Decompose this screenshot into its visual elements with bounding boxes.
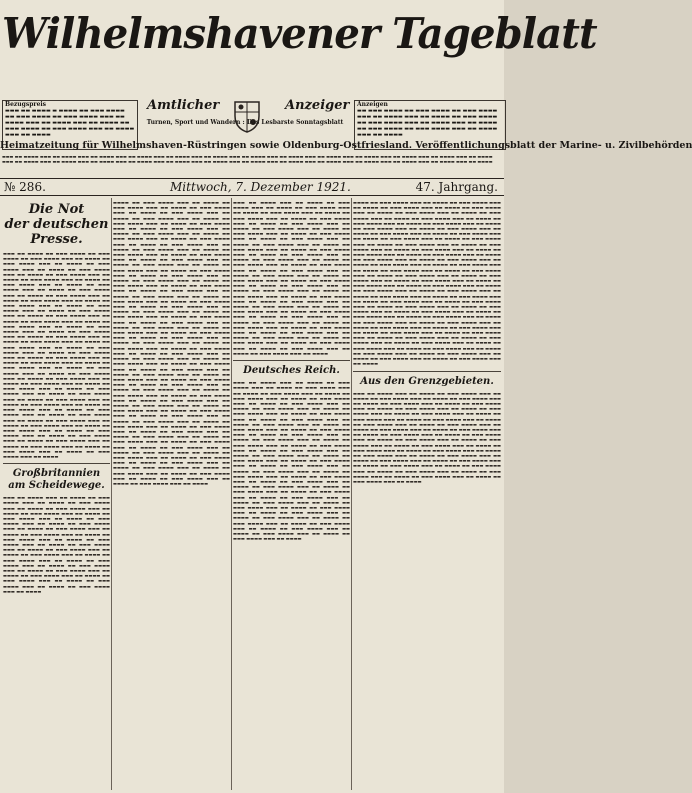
column-2 (113, 200, 230, 790)
volume-year: 47. Jahrgang. (415, 180, 498, 194)
column-4 (353, 200, 501, 790)
masthead-subtitle: Heimatzeitung für Wilhelmshaven-Rüstringen sowie Oldenburg-Ostfriesland. Veröffentlichungsblatt der Marine- u. Zivilbehörden (0, 140, 692, 151)
article-body: ▬▬▬▬ ▬▬ ▬▬▬ ▬▬▬▬ ▬▬▬ ▬▬ ▬▬▬▬ ▬▬ ▬▬▬ ▬▬▬▬ ▬▬▬ ▬▬ ▬▬▬▬ ▬▬ ▬▬▬ ▬▬▬▬ ▬▬▬ ▬▬ ▬▬▬▬ ▬▬ ▬▬▬ ▬▬▬▬ ▬▬▬ ▬▬ ▬▬▬▬ ▬▬ ▬▬▬ ▬▬▬▬ ▬▬▬ ▬▬ ▬▬▬▬ ▬▬ ▬▬▬ ▬▬▬▬ ▬▬▬ ▬▬ ▬▬▬▬ ▬▬ ▬▬▬ ▬▬▬▬ ▬▬▬ ▬▬ ▬▬▬▬ ▬▬ ▬▬▬ ▬▬▬▬ ▬▬▬ ▬▬ ▬▬▬▬ ▬▬ ▬▬▬ ▬▬▬▬ ▬▬▬ ▬▬ ▬▬▬▬ ▬▬ ▬▬▬ ▬▬▬▬ ▬▬▬ ▬▬ ▬▬▬▬ ▬▬ ▬▬▬ ▬▬▬▬ ▬▬▬ ▬▬ ▬▬▬▬ ▬▬ ▬▬▬ ▬▬▬▬ ▬▬▬ ▬▬ ▬▬▬▬ ▬▬ ▬▬▬ ▬▬▬▬ ▬▬▬ ▬▬ ▬▬▬▬ ▬▬ ▬▬▬ ▬▬▬▬ ▬▬▬ ▬▬ ▬▬▬▬ ▬▬ ▬▬▬ ▬▬▬▬ ▬▬▬ ▬▬ ▬▬▬▬ ▬▬ ▬▬▬ ▬▬▬▬ ▬▬▬ ▬▬ ▬▬▬▬ ▬▬ ▬▬▬ ▬▬▬▬ ▬▬▬ ▬▬ ▬▬▬▬ ▬▬ ▬▬▬ ▬▬▬▬ ▬▬▬ ▬▬ ▬▬▬▬ ▬▬ ▬▬▬ ▬▬▬▬ ▬▬▬ ▬▬ ▬▬▬▬ ▬▬ ▬▬▬ ▬▬▬▬ ▬▬▬ ▬▬ ▬▬▬▬ ▬▬ ▬▬▬ ▬▬▬▬ ▬▬▬ ▬▬ ▬▬▬▬ ▬▬ ▬▬▬ ▬▬▬▬ ▬▬▬ ▬▬ ▬▬▬▬ ▬▬ ▬▬▬ ▬▬▬▬ ▬▬▬ ▬▬ ▬▬▬▬ ▬▬ ▬▬▬ ▬▬▬▬ ▬▬▬ ▬▬ ▬▬▬▬ ▬▬ ▬▬▬ ▬▬▬▬ ▬▬▬ ▬▬ ▬▬▬▬ ▬▬ ▬▬▬ ▬▬▬▬ ▬▬▬ ▬▬ ▬▬▬▬ ▬▬ ▬▬▬ ▬▬▬▬ ▬▬▬ ▬▬ ▬▬▬▬ ▬▬ ▬▬▬ ▬▬▬▬ ▬▬▬ ▬▬ ▬▬▬▬ ▬▬ ▬▬▬ ▬▬▬▬ ▬▬▬ ▬▬ ▬▬▬▬ ▬▬ ▬▬▬ ▬▬▬▬ ▬▬▬ ▬▬ ▬▬▬▬ ▬▬ ▬▬▬ ▬▬▬▬ ▬▬▬ ▬▬ ▬▬▬▬ ▬▬ ▬▬▬ ▬▬▬▬ ▬▬▬ ▬▬ ▬▬▬▬ ▬▬ ▬▬▬ ▬▬▬▬ ▬▬▬ ▬▬ ▬▬▬▬ ▬▬ ▬▬▬ ▬▬▬▬ ▬▬▬ ▬▬ ▬▬▬▬ ▬▬ ▬▬▬ ▬▬▬▬ ▬▬▬ ▬▬ ▬▬▬▬ ▬▬ ▬▬▬ ▬▬▬▬ ▬▬▬ ▬▬ ▬▬▬▬ ▬▬ ▬▬▬ ▬▬▬▬ ▬▬▬ ▬▬ ▬▬▬▬ ▬▬ ▬▬▬ ▬▬▬▬ ▬▬▬ ▬▬ ▬▬▬▬ ▬▬ ▬▬▬ ▬▬▬▬ ▬▬▬ ▬▬ ▬▬▬▬ ▬▬ ▬▬▬ ▬▬▬▬ ▬▬▬ ▬▬ ▬▬▬▬ ▬▬ ▬▬▬ ▬▬▬▬ ▬▬▬ ▬▬ ▬▬▬▬ ▬▬ ▬▬▬ ▬▬▬▬ ▬▬▬ ▬▬ ▬▬▬▬ ▬▬ ▬▬▬ ▬▬▬▬ ▬▬▬ ▬▬ ▬▬▬▬ ▬▬ ▬▬▬ ▬▬▬▬ ▬▬▬ ▬▬ ▬▬▬▬ ▬▬ ▬▬▬ ▬▬▬▬ ▬▬▬ ▬▬ ▬▬▬▬ ▬▬ ▬▬▬ ▬▬▬▬ ▬▬▬ ▬▬ ▬▬▬▬ ▬▬ ▬▬▬ ▬▬▬▬ ▬▬▬ ▬▬ ▬▬▬▬ ▬▬ ▬▬▬ ▬▬▬▬ ▬▬▬ ▬▬ ▬▬▬▬ ▬▬ ▬▬▬ ▬▬▬▬ ▬▬▬ ▬▬ ▬▬▬▬ ▬▬ ▬▬▬ ▬▬▬▬ ▬▬▬ ▬▬ ▬▬▬▬ ▬▬ ▬▬▬ ▬▬▬▬ ▬▬▬ ▬▬ ▬▬▬▬ ▬▬ ▬▬▬ ▬▬▬▬ ▬▬▬ ▬▬ ▬▬▬▬ ▬▬ ▬▬▬ ▬▬▬▬ ▬▬▬ ▬▬ ▬▬▬▬ ▬▬ ▬▬▬ ▬▬▬▬ ▬▬▬ ▬▬ ▬▬▬▬ ▬▬ ▬▬▬ ▬▬▬▬ ▬▬▬ ▬▬ ▬▬▬▬ ▬▬ ▬▬▬ ▬▬▬▬ ▬▬▬ ▬▬ ▬▬▬▬ ▬▬ ▬▬▬ ▬▬▬▬ ▬▬▬ ▬▬ ▬▬▬▬ (353, 200, 501, 367)
article-headline (3, 468, 110, 492)
column-divider (231, 198, 232, 790)
column-1 (3, 200, 110, 790)
article-body: ▬▬▬▬ ▬▬ ▬▬▬ ▬▬▬▬ ▬▬▬ ▬▬ ▬▬▬▬ ▬▬ ▬▬▬ ▬▬▬▬ ▬▬▬ ▬▬ ▬▬▬▬ ▬▬ ▬▬▬ ▬▬▬▬ ▬▬▬ ▬▬ ▬▬▬▬ ▬▬ ▬▬▬ ▬▬▬▬ ▬▬▬ ▬▬ ▬▬▬▬ ▬▬ ▬▬▬ ▬▬▬▬ ▬▬▬ ▬▬ ▬▬▬▬ ▬▬ ▬▬▬ ▬▬▬▬ ▬▬▬ ▬▬ ▬▬▬▬ ▬▬ ▬▬▬ ▬▬▬▬ ▬▬▬ ▬▬ ▬▬▬▬ ▬▬ ▬▬▬ ▬▬▬▬ ▬▬▬ ▬▬ ▬▬▬▬ ▬▬ ▬▬▬ ▬▬▬▬ ▬▬▬ ▬▬ ▬▬▬▬ ▬▬ ▬▬▬ ▬▬▬▬ ▬▬▬ ▬▬ ▬▬▬▬ ▬▬ ▬▬▬ ▬▬▬▬ ▬▬▬ ▬▬ ▬▬▬▬ ▬▬ ▬▬▬ ▬▬▬▬ ▬▬▬ ▬▬ ▬▬▬▬ ▬▬ ▬▬▬ ▬▬▬▬ ▬▬▬ ▬▬ ▬▬▬▬ ▬▬ ▬▬▬ ▬▬▬▬ ▬▬▬ ▬▬ ▬▬▬▬ ▬▬ ▬▬▬ ▬▬▬▬ ▬▬▬ ▬▬ ▬▬▬▬ ▬▬ ▬▬▬ ▬▬▬▬ ▬▬▬ ▬▬ ▬▬▬▬ ▬▬ ▬▬▬ ▬▬▬▬ ▬▬▬ ▬▬ ▬▬▬▬ ▬▬ ▬▬▬ ▬▬▬▬ ▬▬▬ ▬▬ ▬▬▬▬ ▬▬ ▬▬▬ ▬▬▬▬ ▬▬▬ ▬▬ ▬▬▬▬ ▬▬ ▬▬▬ ▬▬▬▬ ▬▬▬ ▬▬ ▬▬▬▬ ▬▬ ▬▬▬ ▬▬▬▬ ▬▬▬ ▬▬ ▬▬▬▬ ▬▬ ▬▬▬ ▬▬▬▬ ▬▬▬ ▬▬ ▬▬▬▬ ▬▬ ▬▬▬ ▬▬▬▬ ▬▬▬ ▬▬ ▬▬▬▬ ▬▬ ▬▬▬ ▬▬▬▬ ▬▬▬ ▬▬ ▬▬▬▬ ▬▬ ▬▬▬ ▬▬▬▬ ▬▬▬ ▬▬ ▬▬▬▬ ▬▬ ▬▬▬ ▬▬▬▬ ▬▬▬ ▬▬ ▬▬▬▬ ▬▬ ▬▬▬ ▬▬▬▬ ▬▬▬ ▬▬ ▬▬▬▬ ▬▬ ▬▬▬ ▬▬▬▬ ▬▬▬ ▬▬ ▬▬▬▬ ▬▬ ▬▬▬ ▬▬▬▬ ▬▬▬ ▬▬ ▬▬▬▬ ▬▬ ▬▬▬ ▬▬▬▬ ▬▬▬ ▬▬ ▬▬▬▬ ▬▬ ▬▬▬ ▬▬▬▬ ▬▬▬ ▬▬ ▬▬▬▬ ▬▬ ▬▬▬ ▬▬▬▬ ▬▬▬ ▬▬ ▬▬▬▬ ▬▬ ▬▬▬ ▬▬▬▬ ▬▬▬ ▬▬ ▬▬▬▬ ▬▬ ▬▬▬ ▬▬▬▬ ▬▬▬ ▬▬ ▬▬▬▬ ▬▬ ▬▬▬ ▬▬▬▬ ▬▬▬ ▬▬ ▬▬▬▬ ▬▬ ▬▬▬ ▬▬▬▬ ▬▬▬ ▬▬ ▬▬▬▬ ▬▬ ▬▬▬ ▬▬▬▬ ▬▬▬ ▬▬ ▬▬▬▬ ▬▬ ▬▬▬ ▬▬▬▬ ▬▬▬ ▬▬ ▬▬▬▬ ▬▬ ▬▬▬ ▬▬▬▬ ▬▬▬ ▬▬ ▬▬▬▬ ▬▬ ▬▬▬ ▬▬▬▬ ▬▬▬ ▬▬ ▬▬▬▬ ▬▬ ▬▬▬ ▬▬▬▬ ▬▬▬ ▬▬ ▬▬▬▬ ▬▬ ▬▬▬ ▬▬▬▬ ▬▬▬ ▬▬ ▬▬▬▬ ▬▬ ▬▬▬ ▬▬▬▬ ▬▬▬ ▬▬ ▬▬▬▬ ▬▬ ▬▬▬ ▬▬▬▬ ▬▬▬ ▬▬ ▬▬▬▬ ▬▬ ▬▬▬ ▬▬▬▬ ▬▬▬ ▬▬ ▬▬▬▬ ▬▬ ▬▬▬ ▬▬▬▬ ▬▬▬ ▬▬ ▬▬▬▬ ▬▬ ▬▬▬ ▬▬▬▬ ▬▬▬ ▬▬ ▬▬▬▬ ▬▬ ▬▬▬ ▬▬▬▬ ▬▬▬ ▬▬ ▬▬▬▬ ▬▬ ▬▬▬ ▬▬▬▬ ▬▬▬ ▬▬ ▬▬▬▬ ▬▬ ▬▬▬ ▬▬▬▬ ▬▬▬ ▬▬ ▬▬▬▬ ▬▬ ▬▬▬ ▬▬▬▬ ▬▬▬ ▬▬ ▬▬▬▬ ▬▬ ▬▬▬ ▬▬▬▬ ▬▬▬ ▬▬ ▬▬▬▬ ▬▬ ▬▬▬ ▬▬▬▬ ▬▬▬ ▬▬ ▬▬▬▬ ▬▬ ▬▬▬ ▬▬▬▬ ▬▬▬ ▬▬ ▬▬▬▬ ▬▬ ▬▬▬ ▬▬▬▬ ▬▬▬ ▬▬ ▬▬▬▬ ▬▬ ▬▬▬ ▬▬▬▬ ▬▬▬ ▬▬ ▬▬▬▬ ▬▬ ▬▬▬ ▬▬▬▬ ▬▬▬ ▬▬ ▬▬▬▬ ▬▬ ▬▬▬ ▬▬▬▬ ▬▬▬ ▬▬ ▬▬▬▬ ▬▬ ▬▬▬ ▬▬▬▬ ▬▬▬ ▬▬ ▬▬▬▬ ▬▬ ▬▬▬ ▬▬▬▬ ▬▬▬ ▬▬ ▬▬▬▬ ▬▬ ▬▬▬ ▬▬▬▬ ▬▬▬ ▬▬ ▬▬▬▬ ▬▬ ▬▬▬ ▬▬▬▬ ▬▬▬ ▬▬ ▬▬▬▬ ▬▬ ▬▬▬ ▬▬▬▬ ▬▬▬ ▬▬ ▬▬▬▬ ▬▬ ▬▬▬ ▬▬▬▬ ▬▬▬ ▬▬ ▬▬▬▬ ▬▬ ▬▬▬ ▬▬▬▬ ▬▬▬ ▬▬ ▬▬▬▬ ▬▬ ▬▬▬ ▬▬▬▬ ▬▬▬ ▬▬ ▬▬▬▬ ▬▬ ▬▬▬ ▬▬▬▬ ▬▬▬ ▬▬ ▬▬▬▬ ▬▬ ▬▬▬ ▬▬▬▬ ▬▬▬ ▬▬ ▬▬▬▬ ▬▬ ▬▬▬ ▬▬▬▬ ▬▬▬ ▬▬ ▬▬▬▬ ▬▬ ▬▬▬ ▬▬▬▬ ▬▬▬ ▬▬ ▬▬▬▬ ▬▬ ▬▬▬ ▬▬▬▬ ▬▬▬ ▬▬ ▬▬▬▬ ▬▬ ▬▬▬ ▬▬▬▬ ▬▬▬ ▬▬ ▬▬▬▬ ▬▬ ▬▬▬ ▬▬▬▬ ▬▬▬ ▬▬ ▬▬▬▬ (113, 200, 230, 486)
headline-line: am Scheidewege. (8, 480, 105, 492)
newspaper-title: Wilhelmshavener Tageblatt (2, 9, 597, 58)
advertising-rates-box: Anzeigen ▬▬ ▬▬▬ ▬▬▬▬ ▬▬ ▬▬▬ ▬▬▬▬ ▬▬ ▬▬▬ ▬▬▬▬ ▬▬▬ ▬▬ ▬▬▬▬ ▬▬▬ ▬▬ ▬▬▬▬ ▬▬ ▬▬▬ ▬▬▬▬ ▬▬ ▬▬▬ ▬▬▬▬ ▬▬▬ ▬▬ ▬▬▬▬ ▬▬▬ ▬▬ ▬▬▬▬ ▬▬ ▬▬▬ ▬▬▬▬ ▬▬ ▬▬▬ ▬▬▬▬ ▬▬▬ ▬▬ ▬▬▬▬ ▬▬▬ ▬▬ ▬▬▬▬ (354, 100, 506, 150)
masthead-fineprint: ▬▬▬ ▬▬ ▬▬▬▬ ▬▬▬ ▬▬ ▬▬▬▬ ▬▬▬ ▬▬ ▬▬▬▬ ▬▬▬ ▬▬ ▬▬▬▬ ▬▬▬ ▬▬ ▬▬▬▬ ▬▬▬ ▬▬ ▬▬▬▬ ▬▬▬ ▬▬ ▬▬▬▬ ▬▬▬ ▬▬ ▬▬▬▬ ▬▬▬ ▬▬ ▬▬▬▬ ▬▬▬ ▬▬ ▬▬▬▬ ▬▬▬ ▬▬ ▬▬▬▬ ▬▬▬ ▬▬ ▬▬▬▬ ▬▬▬ ▬▬ ▬▬▬▬ ▬▬▬ ▬▬ ▬▬▬▬ ▬▬▬ ▬▬ ▬▬▬▬ ▬▬▬ ▬▬ ▬▬▬▬ ▬▬▬ ▬▬ ▬▬▬▬ ▬▬▬ ▬▬ ▬▬▬▬ ▬▬▬ ▬▬ ▬▬▬▬ ▬▬▬ ▬▬ ▬▬▬▬ ▬▬▬ ▬▬ ▬▬▬▬ ▬▬▬ ▬▬ ▬▬▬▬ ▬▬▬ ▬▬ ▬▬▬▬ ▬▬▬ ▬▬ ▬▬▬▬ ▬▬▬ ▬▬ ▬▬▬▬ ▬▬▬ ▬▬ ▬▬▬▬ (2, 154, 493, 164)
article-body: ▬▬▬ ▬▬ ▬▬▬▬ ▬▬▬ ▬▬ ▬▬▬▬ ▬▬ ▬▬▬ ▬▬▬▬ ▬▬▬ ▬▬ ▬▬▬▬ ▬▬ ▬▬▬ ▬▬▬▬ ▬▬▬ ▬▬ ▬▬▬▬ ▬▬ ▬▬▬ ▬▬▬▬ ▬▬▬ ▬▬ ▬▬▬▬ ▬▬ ▬▬▬ ▬▬▬▬ ▬▬▬ ▬▬ ▬▬▬▬ ▬▬ ▬▬▬ ▬▬▬▬ ▬▬▬ ▬▬ ▬▬▬▬ ▬▬ ▬▬▬ ▬▬▬▬ ▬▬▬ ▬▬ ▬▬▬▬ ▬▬ ▬▬▬ ▬▬▬▬ ▬▬▬ ▬▬ ▬▬▬▬ ▬▬ ▬▬▬ ▬▬▬▬ ▬▬▬ ▬▬ ▬▬▬▬ ▬▬ ▬▬▬ ▬▬▬▬ ▬▬▬ ▬▬ ▬▬▬▬ ▬▬ ▬▬▬ ▬▬▬▬ ▬▬▬ ▬▬ ▬▬▬▬ ▬▬ ▬▬▬ ▬▬▬▬ ▬▬▬ ▬▬ ▬▬▬▬ ▬▬ ▬▬▬ ▬▬▬▬ ▬▬▬ ▬▬ ▬▬▬▬ ▬▬ ▬▬▬ ▬▬▬▬ ▬▬▬ ▬▬ ▬▬▬▬ ▬▬ ▬▬▬ ▬▬▬▬ ▬▬▬ ▬▬ ▬▬▬▬ ▬▬ ▬▬▬ ▬▬▬▬ ▬▬▬ ▬▬ ▬▬▬▬ ▬▬ ▬▬▬ ▬▬▬▬ ▬▬▬ ▬▬ ▬▬▬▬ ▬▬ ▬▬▬ ▬▬▬▬ ▬▬▬ ▬▬ ▬▬▬▬ ▬▬ ▬▬▬ ▬▬▬▬ ▬▬▬ ▬▬ ▬▬▬▬ ▬▬ ▬▬▬ ▬▬▬▬ ▬▬▬ ▬▬ ▬▬▬▬ ▬▬ ▬▬▬ ▬▬▬▬ ▬▬▬ ▬▬ ▬▬▬▬ ▬▬ ▬▬▬ ▬▬▬▬ ▬▬▬ ▬▬ ▬▬▬▬ ▬▬ ▬▬▬ ▬▬▬▬ ▬▬▬ ▬▬ ▬▬▬▬ ▬▬ ▬▬▬ ▬▬▬▬ ▬▬▬ ▬▬ ▬▬▬▬ ▬▬ ▬▬▬ ▬▬▬▬ ▬▬▬ ▬▬ ▬▬▬▬ ▬▬ ▬▬▬ ▬▬▬▬ ▬▬▬ ▬▬ ▬▬▬▬ ▬▬ ▬▬▬ ▬▬▬▬ ▬▬▬ ▬▬ ▬▬▬▬ ▬▬ ▬▬▬ ▬▬▬▬ ▬▬▬ ▬▬ ▬▬▬▬ ▬▬ ▬▬▬ ▬▬▬▬ ▬▬▬ ▬▬ ▬▬▬▬ ▬▬ ▬▬▬ ▬▬▬▬ ▬▬▬ ▬▬ ▬▬▬▬ ▬▬ ▬▬▬ ▬▬▬▬ ▬▬▬ ▬▬ ▬▬▬▬ ▬▬ ▬▬▬ ▬▬▬▬ ▬▬▬ ▬▬ ▬▬▬▬ (353, 390, 501, 484)
masthead-motto: Turnen, Sport und Wandern : Das Lesbarste Sonntagsblatt (146, 119, 344, 126)
coat-of-arms-icon (229, 98, 265, 134)
headline-line: Die Not (28, 202, 85, 217)
article-body: ▬▬▬ ▬▬ ▬▬▬▬ ▬▬ ▬▬▬ ▬▬▬▬ ▬▬ ▬▬▬ ▬▬▬▬ ▬▬ ▬▬▬ ▬▬▬▬ ▬▬▬ ▬▬ ▬▬▬▬ ▬▬ ▬▬▬ ▬▬▬▬ ▬▬▬ ▬▬ ▬▬▬▬ ▬▬ ▬▬▬ ▬▬▬▬ ▬▬▬ ▬▬ ▬▬▬▬ ▬▬ ▬▬▬ ▬▬▬▬ ▬▬▬ ▬▬ ▬▬▬▬ ▬▬ ▬▬▬ ▬▬▬▬ ▬▬▬ ▬▬ ▬▬▬▬ ▬▬ ▬▬▬ ▬▬▬▬ ▬▬▬ ▬▬ ▬▬▬▬ ▬▬ ▬▬▬ ▬▬▬▬ ▬▬▬ ▬▬ ▬▬▬▬ ▬▬ ▬▬▬ ▬▬▬▬ ▬▬▬ ▬▬ ▬▬▬▬ ▬▬ ▬▬▬ ▬▬▬▬ ▬▬▬ ▬▬ ▬▬▬▬ ▬▬ ▬▬▬ ▬▬▬▬ ▬▬▬ ▬▬ ▬▬▬▬ ▬▬ ▬▬▬ ▬▬▬▬ ▬▬▬ ▬▬ ▬▬▬▬ ▬▬ ▬▬▬ ▬▬▬▬ ▬▬▬ ▬▬ ▬▬▬▬ ▬▬ ▬▬▬ ▬▬▬▬ ▬▬▬ ▬▬ ▬▬▬▬ ▬▬ ▬▬▬ ▬▬▬▬ ▬▬▬ ▬▬ ▬▬▬▬ ▬▬ ▬▬▬ ▬▬▬▬ ▬▬▬ ▬▬ ▬▬▬▬ ▬▬ ▬▬▬ ▬▬▬▬ ▬▬▬ ▬▬ ▬▬▬▬ ▬▬ ▬▬▬ ▬▬▬▬ ▬▬▬ ▬▬ ▬▬▬▬ ▬▬ ▬▬▬ ▬▬▬▬ ▬▬▬ ▬▬ ▬▬▬▬ ▬▬ ▬▬▬ ▬▬▬▬ ▬▬▬ ▬▬ ▬▬▬▬ ▬▬ ▬▬▬ ▬▬▬▬ ▬▬▬ ▬▬ ▬▬▬▬ ▬▬ ▬▬▬ ▬▬▬▬ ▬▬▬ ▬▬ ▬▬▬▬ ▬▬ ▬▬▬ ▬▬▬▬ ▬▬▬ ▬▬ ▬▬▬▬ ▬▬ ▬▬▬ ▬▬▬▬ ▬▬▬ ▬▬ ▬▬▬▬ ▬▬ ▬▬▬ ▬▬▬▬ ▬▬▬ ▬▬ ▬▬▬▬ ▬▬ ▬▬▬ ▬▬▬▬ ▬▬▬ ▬▬ ▬▬▬▬ ▬▬ ▬▬▬ ▬▬▬▬ ▬▬▬ ▬▬ ▬▬▬▬ ▬▬ ▬▬▬ ▬▬▬▬ ▬▬▬ ▬▬ ▬▬▬▬ ▬▬ ▬▬▬ ▬▬▬▬ ▬▬▬ ▬▬ ▬▬▬▬ ▬▬ ▬▬▬ ▬▬▬▬ ▬▬▬ ▬▬ ▬▬▬▬ ▬▬ ▬▬▬ ▬▬▬▬ ▬▬▬ ▬▬ ▬▬▬▬ ▬▬ ▬▬▬ ▬▬▬▬ ▬▬▬ ▬▬ ▬▬▬▬ ▬▬ ▬▬▬ ▬▬▬▬ ▬▬▬ ▬▬ ▬▬▬▬ ▬▬ ▬▬▬ ▬▬▬▬ ▬▬▬ ▬▬ ▬▬▬▬ ▬▬ ▬▬▬ ▬▬▬▬ ▬▬▬ ▬▬ ▬▬▬▬ ▬▬ ▬▬▬ ▬▬▬▬ ▬▬▬ ▬▬ ▬▬▬▬ ▬▬ ▬▬▬ ▬▬▬▬ ▬▬▬ ▬▬ ▬▬▬▬ ▬▬ ▬▬▬ ▬▬▬▬ ▬▬▬ ▬▬ ▬▬▬▬ ▬▬ ▬▬▬ ▬▬▬▬ ▬▬▬ ▬▬ ▬▬▬▬ ▬▬ ▬▬▬ ▬▬▬▬ ▬▬▬ ▬▬ ▬▬▬▬ ▬▬ ▬▬▬ ▬▬▬▬ ▬▬▬ ▬▬ ▬▬▬▬ ▬▬ ▬▬▬ ▬▬▬▬ ▬▬▬ ▬▬ ▬▬▬▬ ▬▬ ▬▬▬ ▬▬▬▬ ▬▬▬ ▬▬ ▬▬▬▬ ▬▬ ▬▬▬ ▬▬▬▬ ▬▬▬ ▬▬ ▬▬▬▬ ▬▬ ▬▬▬ ▬▬▬▬ ▬▬▬ ▬▬ ▬▬▬▬ ▬▬ ▬▬▬ ▬▬▬▬ ▬▬▬ ▬▬ ▬▬▬▬ ▬▬ ▬▬▬ ▬▬▬▬ ▬▬▬ ▬▬ ▬▬▬▬ ▬▬ ▬▬▬ ▬▬▬▬ ▬▬▬ ▬▬ ▬▬▬▬ ▬▬ ▬▬▬ ▬▬▬▬ ▬▬▬ ▬▬ ▬▬▬▬ (3, 251, 110, 459)
section-rule (3, 463, 110, 464)
subscription-price-box: Bezugspreis ▬▬▬ ▬▬ ▬▬▬▬ ▬ ▬▬▬▬ ▬▬ ▬▬▬ ▬▬▬▬ ▬▬ ▬▬▬ ▬▬▬▬ ▬▬ ▬▬▬ ▬▬▬▬ ▬▬▬ ▬▬ ▬▬▬▬ ▬▬▬ ▬▬ ▬▬▬▬ ▬▬▬ ▬▬ ▬▬▬▬ ▬▬ ▬▬▬ ▬▬▬▬ ▬▬ ▬▬▬ ▬▬▬▬ ▬▬▬ ▬▬ ▬▬▬▬ ▬▬▬ ▬▬ ▬▬▬▬ (2, 100, 138, 150)
official-label: Amtlicher (147, 98, 220, 113)
column-divider (111, 198, 112, 790)
subscription-price-title: Bezugspreis (5, 101, 47, 108)
gazette-label: Anzeiger (285, 98, 350, 113)
article-body: ▬▬▬ ▬▬ ▬▬▬▬ ▬▬▬ ▬▬ ▬▬▬▬ ▬▬ ▬▬▬ ▬▬▬▬ ▬▬▬ ▬▬ ▬▬▬▬ ▬▬ ▬▬▬ ▬▬▬▬ ▬▬▬ ▬▬ ▬▬▬▬ ▬▬ ▬▬▬ ▬▬▬▬ ▬▬▬ ▬▬ ▬▬▬▬ ▬▬ ▬▬▬ ▬▬▬▬ ▬▬▬ ▬▬ ▬▬▬▬ ▬▬ ▬▬▬ ▬▬▬▬ ▬▬▬ ▬▬ ▬▬▬▬ ▬▬ ▬▬▬ ▬▬▬▬ ▬▬▬ ▬▬ ▬▬▬▬ ▬▬ ▬▬▬ ▬▬▬▬ ▬▬▬ ▬▬ ▬▬▬▬ ▬▬ ▬▬▬ ▬▬▬▬ ▬▬▬ ▬▬ ▬▬▬▬ ▬▬ ▬▬▬ ▬▬▬▬ ▬▬▬ ▬▬ ▬▬▬▬ ▬▬ ▬▬▬ ▬▬▬▬ ▬▬▬ ▬▬ ▬▬▬▬ ▬▬ ▬▬▬ ▬▬▬▬ ▬▬▬ ▬▬ ▬▬▬▬ ▬▬ ▬▬▬ ▬▬▬▬ ▬▬▬ ▬▬ ▬▬▬▬ ▬▬ ▬▬▬ ▬▬▬▬ ▬▬▬ ▬▬ ▬▬▬▬ ▬▬ ▬▬▬ ▬▬▬▬ ▬▬▬ ▬▬ ▬▬▬▬ ▬▬ ▬▬▬ ▬▬▬▬ ▬▬▬ ▬▬ ▬▬▬▬ ▬▬ ▬▬▬ ▬▬▬▬ ▬▬▬ ▬▬ ▬▬▬▬ ▬▬ ▬▬▬ ▬▬▬▬ ▬▬▬ ▬▬ ▬▬▬▬ ▬▬ ▬▬▬ ▬▬▬▬ ▬▬▬ ▬▬ ▬▬▬▬ ▬▬ ▬▬▬ ▬▬▬▬ ▬▬▬ ▬▬ ▬▬▬▬ ▬▬ ▬▬▬ ▬▬▬▬ ▬▬▬ ▬▬ ▬▬▬▬ ▬▬ ▬▬▬ ▬▬▬▬ ▬▬▬ ▬▬ ▬▬▬▬ ▬▬ ▬▬▬ ▬▬▬▬ ▬▬▬ ▬▬ ▬▬▬▬ ▬▬ ▬▬▬ ▬▬▬▬ ▬▬▬ ▬▬ ▬▬▬▬ ▬▬ ▬▬▬ ▬▬▬▬ ▬▬▬ ▬▬ ▬▬▬▬ ▬▬ ▬▬▬ ▬▬▬▬ ▬▬▬ ▬▬ ▬▬▬▬ ▬▬ ▬▬▬ ▬▬▬▬ ▬▬▬ ▬▬ ▬▬▬▬ ▬▬ ▬▬▬ ▬▬▬▬ ▬▬▬ ▬▬ ▬▬▬▬ ▬▬ ▬▬▬ ▬▬▬▬ ▬▬▬ ▬▬ ▬▬▬▬ ▬▬ ▬▬▬ ▬▬▬▬ ▬▬▬ ▬▬ ▬▬▬▬ ▬▬ ▬▬▬ ▬▬▬▬ ▬▬▬ ▬▬ ▬▬▬▬ ▬▬ ▬▬▬ ▬▬▬▬ ▬▬▬ ▬▬ ▬▬▬▬ ▬▬ ▬▬▬ ▬▬▬▬ ▬▬▬ ▬▬ ▬▬▬▬ ▬▬ ▬▬▬ ▬▬▬▬ ▬▬▬ ▬▬ ▬▬▬▬ ▬▬ ▬▬▬ ▬▬▬▬ ▬▬▬ ▬▬ ▬▬▬▬ ▬▬ ▬▬▬ ▬▬▬▬ ▬▬▬ ▬▬ ▬▬▬▬ ▬▬ ▬▬▬ ▬▬▬▬ ▬▬▬ ▬▬ ▬▬▬▬ ▬▬ ▬▬▬ ▬▬▬▬ ▬▬▬ ▬▬ ▬▬▬▬ ▬▬ ▬▬▬ ▬▬▬▬ ▬▬▬ ▬▬ ▬▬▬▬ ▬▬ ▬▬▬ ▬▬▬▬ ▬▬▬ ▬▬ ▬▬▬▬ ▬▬ ▬▬▬ ▬▬▬▬ ▬▬▬ ▬▬ ▬▬▬▬ (233, 380, 350, 542)
headline-line: Großbritannien (12, 468, 101, 480)
advertising-rates-title: Anzeigen (357, 101, 388, 108)
headline-line: der deutschen Presse. (4, 217, 109, 247)
section-rule (233, 360, 350, 361)
column-divider (351, 198, 352, 790)
article-headline (3, 202, 110, 247)
issue-number: № 286. (4, 180, 46, 194)
article-headline: Deutsches Reich. (243, 365, 340, 377)
column-3 (233, 200, 350, 790)
article-body: ▬▬▬ ▬▬ ▬▬▬▬ ▬▬▬ ▬▬ ▬▬▬▬ ▬▬ ▬▬▬ ▬▬▬▬ ▬▬▬ ▬▬ ▬▬▬▬ ▬▬ ▬▬▬ ▬▬▬▬ ▬▬▬ ▬▬ ▬▬▬▬ ▬▬ ▬▬▬ ▬▬▬▬ ▬▬▬ ▬▬ ▬▬▬▬ ▬▬ ▬▬▬ ▬▬▬▬ ▬▬▬ ▬▬ ▬▬▬▬ ▬▬ ▬▬▬ ▬▬▬▬ ▬▬▬ ▬▬ ▬▬▬▬ ▬▬ ▬▬▬ ▬▬▬▬ ▬▬▬ ▬▬ ▬▬▬▬ ▬▬ ▬▬▬ ▬▬▬▬ ▬▬▬ ▬▬ ▬▬▬▬ ▬▬ ▬▬▬ ▬▬▬▬ ▬▬▬ ▬▬ ▬▬▬▬ ▬▬ ▬▬▬ ▬▬▬▬ ▬▬▬ ▬▬ ▬▬▬▬ ▬▬ ▬▬▬ ▬▬▬▬ ▬▬▬ ▬▬ ▬▬▬▬ ▬▬ ▬▬▬ ▬▬▬▬ ▬▬▬ ▬▬ ▬▬▬▬ ▬▬ ▬▬▬ ▬▬▬▬ ▬▬▬ ▬▬ ▬▬▬▬ ▬▬ ▬▬▬ ▬▬▬▬ ▬▬▬ ▬▬ ▬▬▬▬ ▬▬ ▬▬▬ ▬▬▬▬ ▬▬▬ ▬▬ ▬▬▬▬ ▬▬ ▬▬▬ ▬▬▬▬ ▬▬▬ ▬▬ ▬▬▬▬ ▬▬ ▬▬▬ ▬▬▬▬ ▬▬▬ ▬▬ ▬▬▬▬ ▬▬ ▬▬▬ ▬▬▬▬ ▬▬▬ ▬▬ ▬▬▬▬ ▬▬ ▬▬▬ ▬▬▬▬ ▬▬▬ ▬▬ ▬▬▬▬ ▬▬ ▬▬▬ ▬▬▬▬ ▬▬▬ ▬▬ ▬▬▬▬ ▬▬ ▬▬▬ ▬▬▬▬ ▬▬▬ ▬▬ ▬▬▬▬ ▬▬ ▬▬▬ ▬▬▬▬ ▬▬▬ ▬▬ ▬▬▬▬ ▬▬ ▬▬▬ ▬▬▬▬ ▬▬▬ ▬▬ ▬▬▬▬ ▬▬ ▬▬▬ ▬▬▬▬ ▬▬▬ ▬▬ ▬▬▬▬ ▬▬ ▬▬▬ ▬▬▬▬ ▬▬▬ ▬▬ ▬▬▬▬ ▬▬ ▬▬▬ ▬▬▬▬ ▬▬▬ ▬▬ ▬▬▬▬ ▬▬ ▬▬▬ ▬▬▬▬ ▬▬▬ ▬▬ ▬▬▬▬ ▬▬ ▬▬▬ ▬▬▬▬ ▬▬▬ ▬▬ ▬▬▬▬ ▬▬ ▬▬▬ ▬▬▬▬ ▬▬▬ ▬▬ ▬▬▬▬ ▬▬ ▬▬▬ ▬▬▬▬ ▬▬▬ ▬▬ ▬▬▬▬ ▬▬ ▬▬▬ ▬▬▬▬ ▬▬▬ ▬▬ ▬▬▬▬ ▬▬ ▬▬▬ ▬▬▬▬ ▬▬▬ ▬▬ ▬▬▬▬ ▬▬ ▬▬▬ ▬▬▬▬ ▬▬▬ ▬▬ ▬▬▬▬ ▬▬ ▬▬▬ ▬▬▬▬ ▬▬▬ ▬▬ ▬▬▬▬ ▬▬ ▬▬▬ ▬▬▬▬ ▬▬▬ ▬▬ ▬▬▬▬ ▬▬ ▬▬▬ ▬▬▬▬ ▬▬▬ ▬▬ ▬▬▬▬ ▬▬ ▬▬▬ ▬▬▬▬ ▬▬▬ ▬▬ ▬▬▬▬ ▬▬ ▬▬▬ ▬▬▬▬ ▬▬▬ ▬▬ ▬▬▬▬ ▬▬ ▬▬▬ ▬▬▬▬ ▬▬▬ ▬▬ ▬▬▬▬ ▬▬ ▬▬▬ ▬▬▬▬ ▬▬▬ ▬▬ ▬▬▬▬ (233, 200, 350, 356)
section-rule (353, 371, 501, 372)
dateline (0, 178, 504, 196)
article-body: ▬▬▬ ▬▬ ▬▬▬▬ ▬▬▬ ▬▬ ▬▬▬▬ ▬▬ ▬▬▬ ▬▬▬▬ ▬▬▬ ▬▬ ▬▬▬▬ ▬▬ ▬▬▬ ▬▬▬▬ ▬▬▬ ▬▬ ▬▬▬▬ ▬▬ ▬▬▬ ▬▬▬▬ ▬▬▬ ▬▬ ▬▬▬▬ ▬▬ ▬▬▬ ▬▬▬▬ ▬▬▬ ▬▬ ▬▬▬▬ ▬▬ ▬▬▬ ▬▬▬▬ ▬▬▬ ▬▬ ▬▬▬▬ ▬▬ ▬▬▬ ▬▬▬▬ ▬▬▬ ▬▬ ▬▬▬▬ ▬▬ ▬▬▬ ▬▬▬▬ ▬▬▬ ▬▬ ▬▬▬▬ ▬▬ ▬▬▬ ▬▬▬▬ ▬▬▬ ▬▬ ▬▬▬▬ ▬▬ ▬▬▬ ▬▬▬▬ ▬▬▬ ▬▬ ▬▬▬▬ ▬▬ ▬▬▬ ▬▬▬▬ ▬▬▬ ▬▬ ▬▬▬▬ ▬▬ ▬▬▬ ▬▬▬▬ ▬▬▬ ▬▬ ▬▬▬▬ ▬▬ ▬▬▬ ▬▬▬▬ ▬▬▬ ▬▬ ▬▬▬▬ ▬▬ ▬▬▬ ▬▬▬▬ ▬▬▬ ▬▬ ▬▬▬▬ ▬▬ ▬▬▬ ▬▬▬▬ ▬▬▬ ▬▬ ▬▬▬▬ ▬▬ ▬▬▬ ▬▬▬▬ ▬▬▬ ▬▬ ▬▬▬▬ ▬▬ ▬▬▬ ▬▬▬▬ ▬▬▬ ▬▬ ▬▬▬▬ ▬▬ ▬▬▬ ▬▬▬▬ ▬▬▬ ▬▬ ▬▬▬▬ ▬▬ ▬▬▬ ▬▬▬▬ ▬▬▬ ▬▬ ▬▬▬▬ ▬▬ ▬▬▬ ▬▬▬▬ ▬▬▬ ▬▬ ▬▬▬▬ ▬▬ ▬▬▬ ▬▬▬▬ ▬▬▬ ▬▬ ▬▬▬▬ ▬▬ ▬▬▬ ▬▬▬▬ ▬▬▬ ▬▬ ▬▬▬▬ ▬▬ ▬▬▬ ▬▬▬▬ ▬▬▬ ▬▬ ▬▬▬▬ (3, 495, 110, 594)
article-headline: Aus den Grenzgebieten. (360, 375, 494, 387)
issue-date: Mittwoch, 7. Dezember 1921. (170, 180, 351, 194)
masthead (0, 0, 597, 138)
